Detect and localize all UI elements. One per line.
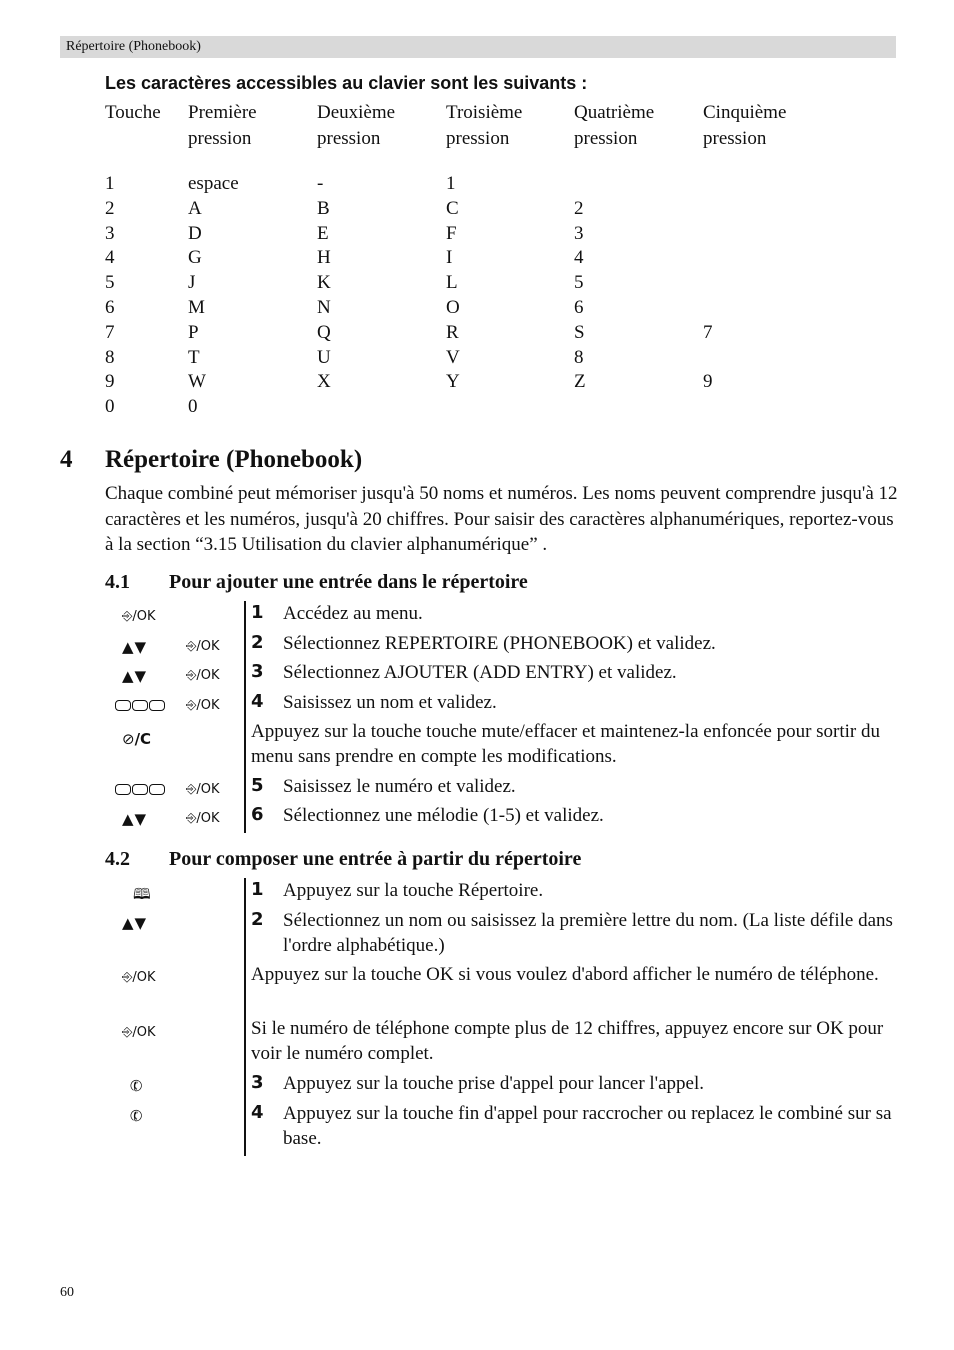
table-cell: 5 xyxy=(574,272,584,294)
table-cell: 2 xyxy=(105,197,115,219)
table-cell: 6 xyxy=(105,296,115,318)
menu-ok-icon: ⎆/OK xyxy=(122,609,156,624)
handset-icon: ✆ xyxy=(127,1075,146,1097)
table-cell: Q xyxy=(317,321,331,343)
column-header: Troisième pression xyxy=(446,102,523,149)
page-number: 60 xyxy=(60,1285,74,1300)
table-cell: 7 xyxy=(105,321,115,343)
running-header-title: Répertoire (Phonebook) xyxy=(66,39,201,54)
table-cell: 6 xyxy=(574,296,584,318)
step-text: Accédez au menu. xyxy=(283,603,423,624)
table-cell: L xyxy=(446,272,458,294)
step-number: 2 xyxy=(251,632,264,653)
up-down-arrows-icon: ▲▼ xyxy=(122,638,148,656)
step-number: 2 xyxy=(251,909,264,930)
table-cell: espace xyxy=(188,173,239,194)
table-cell: F xyxy=(446,222,457,244)
table-cell: N xyxy=(317,296,331,318)
mute-clear-icon: ⊘/C xyxy=(122,730,152,748)
subsection-title: Pour ajouter une entrée dans le répertoire xyxy=(169,571,528,593)
table-cell: B xyxy=(317,197,330,219)
step-text: Appuyez sur la touche Répertoire. xyxy=(283,880,544,901)
step-number: 3 xyxy=(251,661,264,682)
step-note: Appuyez sur la touche OK si vous voulez d'abord afficher le numéro de téléphone. xyxy=(251,964,879,985)
table-cell: H xyxy=(317,247,331,269)
table-cell: V xyxy=(446,346,460,368)
section-number: 4 xyxy=(60,446,73,473)
section-title: Répertoire (Phonebook) xyxy=(105,446,363,473)
table-cell: T xyxy=(188,346,200,368)
table-cell: - xyxy=(317,173,324,194)
subsection-number: 4.1 xyxy=(105,571,130,593)
phonebook-icon: 🕮 xyxy=(133,885,151,903)
divider-line xyxy=(244,601,246,833)
step-text: Saisissez le numéro et validez. xyxy=(283,776,516,797)
step-text: Sélectionnez un nom ou saisissez la première lettre du nom. (La liste défile dans l'ordre alphabétique.) xyxy=(283,910,893,956)
step-text: Sélectionnez AJOUTER (ADD ENTRY) et validez. xyxy=(283,662,677,683)
column-header: Deuxième pression xyxy=(317,102,396,149)
menu-ok-icon: ⎆/OK xyxy=(186,668,220,683)
table-cell: 5 xyxy=(105,272,115,294)
step-number: 1 xyxy=(251,879,264,900)
column-header: Cinquième pression xyxy=(703,102,787,149)
table-cell: S xyxy=(574,321,585,343)
keypad-icon xyxy=(115,698,166,713)
step-number: 6 xyxy=(251,804,264,825)
up-down-arrows-icon: ▲▼ xyxy=(122,667,148,685)
step-text: Sélectionnez REPERTOIRE (PHONEBOOK) et validez. xyxy=(283,633,716,654)
menu-ok-icon: ⎆/OK xyxy=(186,639,220,654)
table-cell: 7 xyxy=(703,321,713,343)
menu-ok-icon: ⎆/OK xyxy=(122,1025,156,1040)
table-cell: P xyxy=(188,321,199,343)
step-note: Appuyez sur la touche touche mute/effacer et maintenez-la enfoncée pour sortir du menu sans prendre en compte les modifications. xyxy=(251,721,881,767)
table-cell: I xyxy=(446,247,453,269)
subsection-title: Pour composer une entrée à partir du répertoire xyxy=(169,848,582,870)
column-header: Quatrième pression xyxy=(574,102,655,149)
column-header: Première pression xyxy=(188,102,257,149)
table-cell: M xyxy=(188,296,205,318)
menu-ok-icon: ⎆/OK xyxy=(186,698,220,713)
step-text: Appuyez sur la touche fin d'appel pour raccrocher ou replacez le combiné sur sa base. xyxy=(283,1103,892,1149)
table-cell: D xyxy=(188,222,202,244)
table-cell: 8 xyxy=(105,346,115,368)
running-header xyxy=(60,36,896,58)
table-cell: U xyxy=(317,346,331,368)
menu-ok-icon: ⎆/OK xyxy=(186,811,220,826)
section-intro: Chaque combiné peut mémoriser jusqu'à 50 noms et numéros. Les noms peuvent comprendre jusqu'à 12 caractères et les numéros, jusqu'à 20 chiffres. Pour saisir des caractères alphanumériques, reportez-vous à la section “3.15 Utilisation du clavier alphanumérique” . xyxy=(105,483,898,555)
table-cell: G xyxy=(188,247,202,269)
table-cell: Y xyxy=(446,371,460,393)
table-cell: 3 xyxy=(574,222,584,244)
divider-line xyxy=(244,878,246,1156)
table-cell: R xyxy=(446,321,459,343)
table-cell: 1 xyxy=(446,173,456,194)
subsection-number: 4.2 xyxy=(105,848,130,870)
up-down-arrows-icon: ▲▼ xyxy=(122,810,148,828)
step-number: 5 xyxy=(251,775,264,796)
table-cell: 0 xyxy=(105,396,115,418)
table-cell: K xyxy=(317,272,331,294)
table-cell: C xyxy=(446,197,459,219)
table-cell: A xyxy=(188,197,202,219)
table-cell: X xyxy=(317,371,331,393)
table-cell: Z xyxy=(574,371,586,393)
step-text: Sélectionnez une mélodie (1-5) et validez. xyxy=(283,805,604,826)
table-cell: E xyxy=(317,222,329,244)
step-number: 4 xyxy=(251,691,264,712)
keyboard-table-title: Les caractères accessibles au clavier sont les suivants : xyxy=(105,73,588,93)
menu-ok-icon: ⎆/OK xyxy=(186,782,220,797)
table-cell: W xyxy=(188,371,206,393)
step-text: Saisissez un nom et validez. xyxy=(283,692,497,713)
step-number: 3 xyxy=(251,1072,264,1093)
table-cell: J xyxy=(188,272,196,294)
table-cell: 4 xyxy=(105,247,115,269)
table-cell: 0 xyxy=(188,396,198,418)
keypad-icon xyxy=(115,782,166,797)
handset-icon: ✆ xyxy=(127,1105,146,1127)
up-down-arrows-icon: ▲▼ xyxy=(122,914,148,932)
table-cell: 8 xyxy=(574,346,584,368)
step-number: 4 xyxy=(251,1102,264,1123)
table-cell: O xyxy=(446,296,460,318)
table-cell: 1 xyxy=(105,173,115,194)
step-note: Si le numéro de téléphone compte plus de 12 chiffres, appuyez encore sur OK pour voir le numéro complet. xyxy=(251,1018,884,1064)
step-text: Appuyez sur la touche prise d'appel pour lancer l'appel. xyxy=(283,1073,704,1094)
menu-ok-icon: ⎆/OK xyxy=(122,970,156,985)
column-header: Touche xyxy=(105,102,161,123)
table-cell: 3 xyxy=(105,222,115,244)
step-number: 1 xyxy=(251,602,264,623)
table-cell: 4 xyxy=(574,247,584,269)
table-cell: 2 xyxy=(574,197,584,219)
table-cell: 9 xyxy=(703,371,713,393)
table-cell: 9 xyxy=(105,371,115,393)
